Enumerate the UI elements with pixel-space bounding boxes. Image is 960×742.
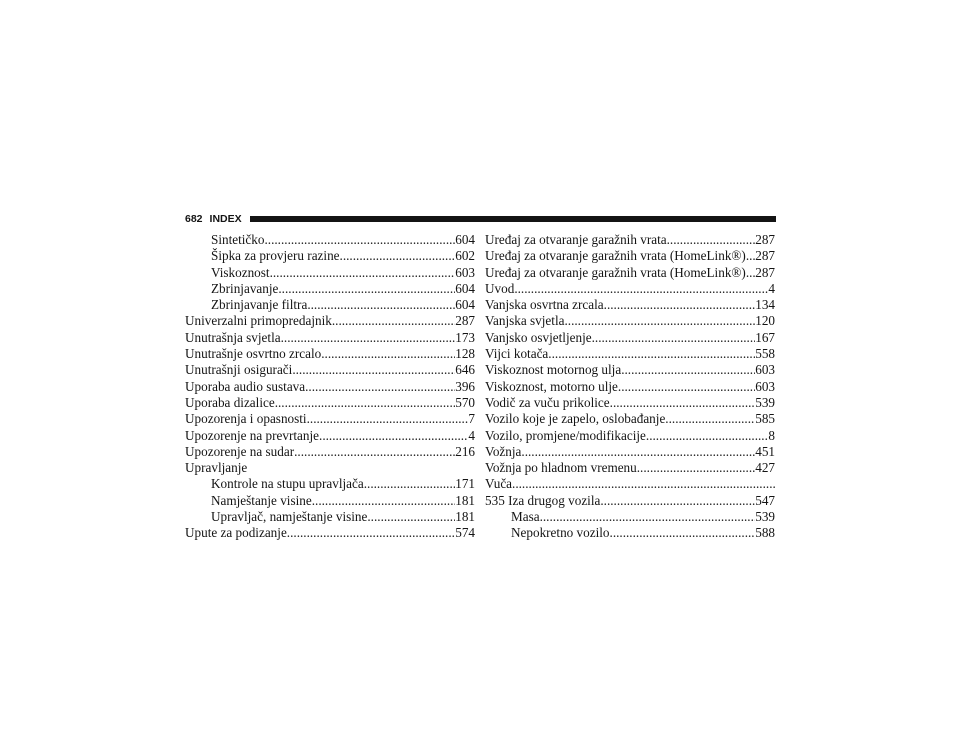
index-entry [485, 411, 775, 427]
index-entry-label: Uporaba dizalice [185, 394, 275, 410]
index-entry [185, 509, 475, 525]
index-entry-page: 539 [755, 394, 775, 410]
index-entry-label: Kontrole na stupu upravljača [211, 476, 364, 492]
index-entry-page: 539 [755, 509, 775, 525]
index-entry [185, 493, 475, 509]
index-entry-page: 171 [455, 476, 475, 492]
index-entry-label: Upozorenja i opasnosti [185, 411, 307, 427]
index-entry-page: 120 [755, 313, 775, 329]
page-number: 682 [185, 213, 203, 225]
index-entry-page: 8 [768, 427, 775, 443]
index-entry [485, 362, 775, 378]
index-entry-label: Vuča [485, 476, 513, 492]
index-entry-page: 4 [768, 280, 775, 296]
index-entry-page: 451 [755, 443, 775, 459]
index-entry-label: Unutrašnja svjetla [185, 329, 281, 345]
leader-dots [610, 395, 756, 411]
index-entry-label: Uporaba audio sustava [185, 378, 306, 394]
leader-dots [646, 428, 769, 444]
leader-dots [264, 232, 455, 248]
index-entry [485, 395, 775, 411]
index-entry-label: Namještanje visine [211, 492, 312, 508]
index-entry [185, 297, 475, 313]
index-entry-page: 173 [455, 329, 475, 345]
leader-dots [637, 460, 755, 476]
leader-dots [275, 395, 456, 411]
leader-dots [292, 362, 455, 378]
index-entry [485, 428, 775, 444]
index-entry [485, 460, 775, 476]
index-entry-page: 134 [755, 297, 775, 313]
index-entry-page: 574 [455, 525, 475, 541]
leader-dots [667, 232, 756, 248]
index-entry-page: 128 [455, 346, 475, 362]
index-entry [185, 313, 475, 329]
index-entry-label: Vanjsko osvjetljenje [485, 329, 592, 345]
leader-dots [665, 411, 755, 427]
leader-dots [621, 362, 755, 378]
index-entry-page: 603 [455, 264, 475, 280]
index-entry [485, 444, 775, 460]
index-entry-label: Nepokretno vozilo [511, 525, 610, 541]
index-entry-page: 7 [468, 411, 475, 427]
index-entry [485, 248, 775, 264]
leader-dots [746, 265, 755, 281]
leader-dots [604, 297, 756, 313]
leader-dots [540, 509, 756, 525]
leader-dots [319, 428, 468, 444]
index-entry-page: 604 [455, 232, 475, 247]
index-entry-page: 604 [455, 280, 475, 296]
index-column-right [485, 232, 775, 542]
index-entry-label: Zbrinjavanje [211, 280, 279, 296]
index-entry [485, 346, 775, 362]
index-entry-label: Upozorenje na sudar [185, 443, 295, 459]
leader-dots [367, 509, 455, 525]
leader-dots [312, 493, 456, 509]
leader-dots [592, 330, 756, 346]
index-entry-label: Uvod [485, 280, 515, 296]
index-entry [185, 232, 475, 248]
index-entry-label: Uređaj za otvaranje garažnih vrata (HomeLink®) [485, 264, 746, 280]
index-entry [485, 379, 775, 395]
index-entry [485, 281, 775, 297]
index-entry [485, 525, 775, 541]
index-entry-label: Upravljanje [185, 460, 248, 476]
index-entry [185, 281, 475, 297]
index-entry [485, 476, 775, 492]
index-entry-label: Univerzalni primopredajnik [185, 313, 332, 329]
index-entry-page: 167 [755, 329, 775, 345]
index-entry-page: 603 [755, 362, 775, 378]
index-entry-page: 181 [455, 509, 475, 525]
index-entry [185, 362, 475, 378]
index-entry [185, 379, 475, 395]
leader-dots [512, 476, 775, 492]
index-entry [185, 428, 475, 444]
leader-dots [548, 346, 755, 362]
page-header [185, 212, 776, 226]
index-entry [485, 297, 775, 313]
index-column-left [185, 232, 475, 542]
leader-dots [332, 313, 455, 329]
leader-dots [600, 493, 755, 509]
index-entry [185, 525, 475, 541]
index-entry [485, 330, 775, 346]
index-entry-page: 287 [755, 248, 775, 264]
index-entry-page: 585 [755, 411, 775, 427]
leader-dots [321, 346, 455, 362]
index-entry-page: 287 [455, 313, 475, 329]
index-entry-page: 602 [455, 248, 475, 264]
index-entry [185, 330, 475, 346]
index-entry-label: Viskoznost motornog ulja [485, 362, 622, 378]
index-entry-label: Vijci kotača [485, 346, 549, 362]
index-entry-page: 287 [755, 264, 775, 280]
leader-dots [746, 248, 755, 264]
index-entry-label: Vanjska svjetla [485, 313, 565, 329]
index-entry-page: 547 [755, 492, 775, 508]
leader-dots [307, 297, 455, 313]
index-entry-label: Vozilo koje je zapelo, oslobađanje [485, 411, 666, 427]
leader-dots [521, 444, 755, 460]
index-entry-page: 4 [468, 427, 475, 443]
index-entry-label: Sintetičko [211, 232, 265, 247]
index-entry-label: Vanjska osvrtna zrcala [485, 297, 604, 313]
index-entry-label: Uređaj za otvaranje garažnih vrata [485, 232, 667, 247]
leader-dots [610, 525, 756, 541]
leader-dots [270, 265, 456, 281]
leader-dots [307, 411, 469, 427]
index-entry [485, 493, 775, 509]
index-entry [485, 232, 775, 248]
index-entry-label: Vožnja po hladnom vremenu [485, 460, 637, 476]
leader-dots [278, 281, 455, 297]
leader-dots [305, 379, 455, 395]
leader-dots [281, 330, 456, 346]
index-entry-page: 588 [755, 525, 775, 541]
index-entry-label: Viskoznost, motorno ulje [485, 378, 618, 394]
index-entry [485, 265, 775, 281]
index-entry-page: 396 [455, 378, 475, 394]
index-entry-page: 558 [755, 346, 775, 362]
leader-dots [618, 379, 755, 395]
index-entry [185, 476, 475, 492]
index-entry-label: Šipka za provjeru razine [211, 248, 340, 264]
index-entry-page: 570 [455, 394, 475, 410]
index-entry-label: Uređaj za otvaranje garažnih vrata (HomeLink®) [485, 248, 746, 264]
index-entry [185, 411, 475, 427]
leader-dots [564, 313, 755, 329]
index-entry [185, 444, 475, 460]
index-entry [185, 395, 475, 411]
index-entry-label: 535 Iza drugog vozila [485, 492, 601, 508]
index-entry-page: 181 [455, 492, 475, 508]
leader-dots [294, 444, 455, 460]
index-entry [485, 509, 775, 525]
index-entry-label: Masa [511, 509, 540, 525]
index-entry [185, 248, 475, 264]
index-entry-page: 604 [455, 297, 475, 313]
index-entry [185, 460, 475, 476]
index-entry-label: Vodič za vuču prikolice [485, 394, 610, 410]
index-entry-label: Unutrašnje osvrtno zrcalo [185, 346, 322, 362]
index-entry [485, 313, 775, 329]
index-entry [185, 265, 475, 281]
index-entry-page: 427 [755, 460, 775, 476]
index-entry-page: 287 [755, 232, 775, 247]
index-entry-label: Upute za podizanje [185, 525, 287, 541]
index-entry-label: Upravljač, namještanje visine [211, 509, 368, 525]
section-title: INDEX [209, 213, 242, 225]
index-entry-label: Vožnja [485, 443, 522, 459]
index-entry-label: Zbrinjavanje filtra [211, 297, 308, 313]
index-entry-label: Upozorenje na prevrtanje [185, 427, 320, 443]
index-entry-label: Unutrašnji osigurači [185, 362, 293, 378]
index-entry-label: Viskoznost [211, 264, 270, 280]
index-entry-page: 216 [455, 443, 475, 459]
index-entry-page: 646 [455, 362, 475, 378]
leader-dots [340, 248, 456, 264]
leader-dots [287, 525, 455, 541]
leader-dots [364, 476, 456, 492]
index-entry [185, 346, 475, 362]
header-rule [250, 216, 776, 222]
index-entry-page: 603 [755, 378, 775, 394]
leader-dots [514, 281, 768, 297]
index-entry-label: Vozilo, promjene/modifikacije [485, 427, 646, 443]
